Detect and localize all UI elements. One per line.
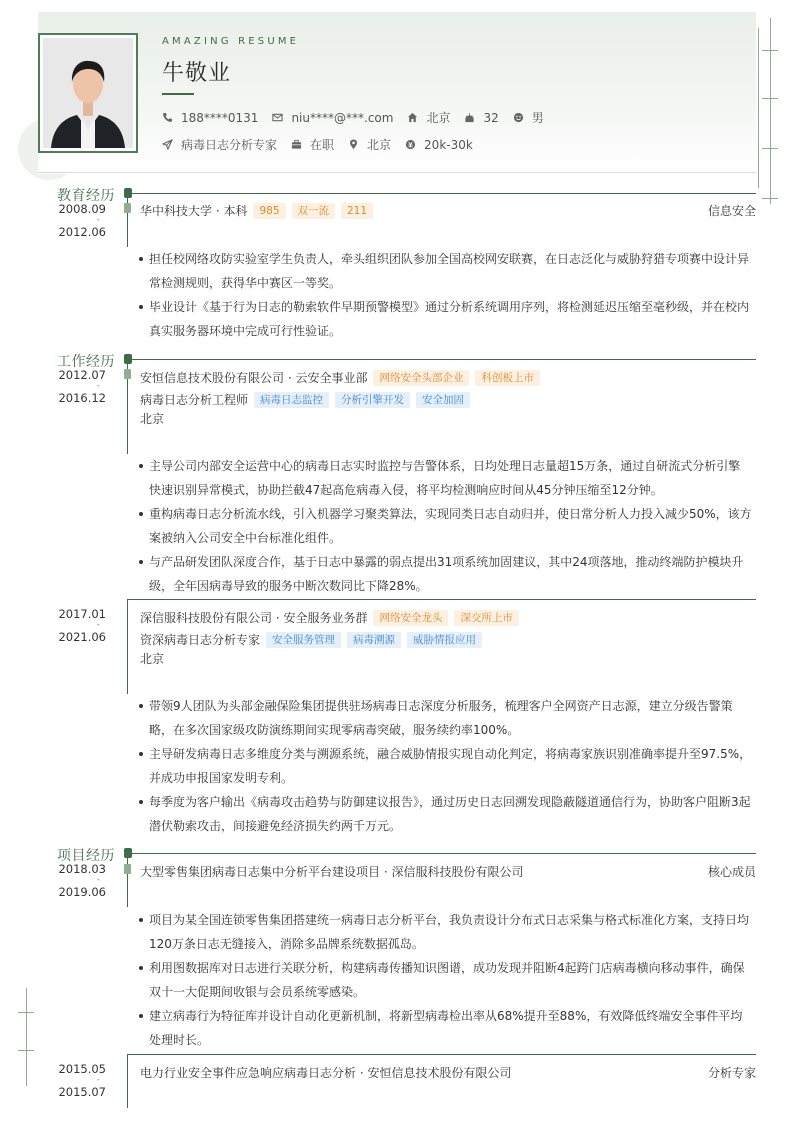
job-intent-row <box>162 136 487 153</box>
entry-marker <box>124 369 131 379</box>
section-title-education: 教育经历 <box>57 188 115 204</box>
list-item: 每季度为客户输出《病毒攻击趋势与防御建议报告》，通过历史日志回溯发现隐蔽隧道通信行为，协助客户阻断3起潜伏勒索攻击，间接避免经济损失约两千万元。 <box>137 790 752 838</box>
section-marker <box>124 354 132 364</box>
salary-info <box>405 138 473 152</box>
decorative-line <box>770 18 771 204</box>
date-separator: - <box>96 875 100 885</box>
section-divider <box>125 193 756 194</box>
smile-icon <box>513 112 524 123</box>
list-item: 主导研发病毒日志多维度分类与溯源系统，融合威胁情报实现自动化判定，将病毒家族识别准确率提升至97.5%，并成功申报国家发明专利。 <box>137 742 752 790</box>
section-marker <box>124 188 132 198</box>
job-city: 北京 <box>140 412 165 426</box>
project-name: 大型零售集团病毒日志集中分析平台建设项目 · 深信服科技股份有限公司 <box>140 865 524 879</box>
decorative-tick <box>18 1050 34 1051</box>
role-row <box>140 391 756 408</box>
job-city: 北京 <box>140 652 165 666</box>
mail-icon <box>272 112 283 123</box>
role-row <box>140 631 756 648</box>
decorative-tick <box>762 98 778 99</box>
work-date-range <box>42 607 106 644</box>
email-info <box>272 111 393 125</box>
school-tag: 211 <box>341 203 373 219</box>
project-date-range <box>42 1062 106 1099</box>
decorative-line <box>758 28 759 188</box>
decorative-tick <box>762 148 778 149</box>
date-end: 2015.07 <box>58 1085 106 1099</box>
list-item: 建立病毒行为特征库并设计自动化更新机制，将新型病毒检出率从68%提升至88%，有效降低终端安全事件平均处理时长。 <box>137 1004 752 1052</box>
entry-divider <box>127 1054 756 1055</box>
entry-timeline <box>127 193 128 247</box>
person-portrait-icon <box>43 38 133 148</box>
city-info <box>407 109 450 126</box>
age-info <box>464 111 498 125</box>
date-separator: - <box>96 215 100 225</box>
phone-icon <box>162 112 173 123</box>
phone-value: 188****0131 <box>181 110 259 125</box>
resume-eyebrow: AMAZING RESUME <box>162 36 300 47</box>
skill-tag: 威胁情报应用 <box>407 632 482 648</box>
education-date-range <box>42 202 106 239</box>
skill-tag: 安全加固 <box>416 392 470 408</box>
company-tag: 深交所上市 <box>454 610 519 626</box>
date-end: 2019.06 <box>58 885 106 899</box>
phone-info <box>162 111 258 125</box>
entry-marker <box>124 864 131 874</box>
cake-icon <box>464 112 475 123</box>
list-item: 主导公司内部安全运营中心的病毒日志实时监控与告警体系，日均处理日志量超15万条，通过自研流式分析引擎快速识别异常模式，协助拦截47起高危病毒入侵，将平均检测响应时间从45分钟压缩至12分钟。 <box>137 454 752 502</box>
target-role-info <box>162 136 277 153</box>
skill-tag: 分析引擎开发 <box>335 392 410 408</box>
date-start: 2008.09 <box>58 202 106 216</box>
job-title: 病毒日志分析工程师 <box>140 393 249 407</box>
project-bullets <box>137 908 752 1052</box>
target-city-value: 北京 <box>367 138 392 152</box>
decorative-line <box>26 988 27 1086</box>
date-separator: - <box>96 381 100 391</box>
section-title-work: 工作经历 <box>57 354 115 370</box>
status-info <box>291 136 334 153</box>
list-item: 项目为某全国连锁零售集团搭建统一病毒日志分析平台，我负责设计分布式日志采集与格式标准化方案，支持日均120万条日志无缝接入，消除多品牌系统数据孤岛。 <box>137 908 752 956</box>
target-role-value: 病毒日志分析专家 <box>181 138 278 152</box>
list-item: 利用图数据库对日志进行关联分析，构建病毒传播知识图谱，成功发现并阻断4起跨门店病毒横向移动事件，确保双十一大促期间收银与会员系统零感染。 <box>137 956 752 1004</box>
send-icon <box>162 139 173 150</box>
job-title: 资深病毒日志分析专家 <box>140 633 261 647</box>
company-row <box>140 369 756 386</box>
status-value: 在职 <box>310 138 335 152</box>
skill-tag: 病毒溯源 <box>347 632 401 648</box>
section-divider <box>125 359 756 360</box>
date-start: 2015.05 <box>58 1062 106 1076</box>
project-header-row <box>140 1064 756 1081</box>
email-value: niu****@***.com <box>291 110 394 125</box>
decorative-tick <box>762 50 778 51</box>
project-role: 核心成员 <box>707 865 756 879</box>
home-icon <box>407 112 418 123</box>
contact-row <box>162 109 558 126</box>
work-date-range <box>42 368 106 405</box>
company-name: 安恒信息技术股份有限公司 · 云安全事业部 <box>140 371 368 385</box>
entry-marker <box>124 203 131 213</box>
company-tag: 网络安全龙头 <box>373 610 448 626</box>
money-icon <box>405 139 416 150</box>
gender-info <box>513 109 544 126</box>
age-value: 32 <box>483 110 499 125</box>
company-row <box>140 609 756 626</box>
target-city-info <box>348 136 391 153</box>
list-item: 带领9人团队为头部金融保险集团提供驻场病毒日志深度分析服务，梳理客户全网资产日志源，建立分级告警策略，在多次国家级攻防演练期间实现零病毒突破，服务续约率100%。 <box>137 694 752 742</box>
skill-tag: 病毒日志监控 <box>254 392 329 408</box>
company-name: 深信服科技股份有限公司 · 安全服务业务群 <box>140 611 368 625</box>
entry-divider <box>127 599 756 600</box>
salary-value: 20k-30k <box>424 137 473 152</box>
location-pin-icon <box>348 139 359 150</box>
date-start: 2018.03 <box>58 862 106 876</box>
project-date-range <box>42 862 106 899</box>
date-start: 2012.07 <box>58 368 106 382</box>
school-tag: 双一流 <box>292 203 336 219</box>
date-end: 2012.06 <box>58 225 106 239</box>
name-underline <box>162 93 194 95</box>
entry-timeline <box>127 1054 128 1108</box>
list-item: 担任校网络攻防实验室学生负责人，牵头组织团队参加全国高校网安联赛，在日志泛化与威胁狩猎专项赛中设计异常检测规则，获得华中赛区一等奖。 <box>137 247 752 295</box>
profile-photo-frame <box>38 33 138 153</box>
list-item: 与产品研发团队深度合作，基于日志中暴露的弱点提出31项系统加固建议，其中24项落地，推动终端防护模块升级，全年因病毒导致的服务中断次数同比下降28%。 <box>137 550 752 598</box>
section-title-projects: 项目经历 <box>57 848 115 864</box>
date-end: 2016.12 <box>58 391 106 405</box>
briefcase-icon <box>291 139 302 150</box>
header-divider <box>38 172 756 173</box>
decorative-tick <box>762 198 778 199</box>
work-bullets <box>137 454 752 598</box>
project-name: 电力行业安全事件应急响应病毒日志分析 · 安恒信息技术股份有限公司 <box>140 1066 512 1080</box>
section-marker <box>124 848 132 858</box>
city-value: 北京 <box>426 111 451 125</box>
entry-timeline <box>127 599 128 694</box>
education-bullets <box>137 247 752 343</box>
project-header-row <box>140 863 756 880</box>
gender-value: 男 <box>531 111 544 125</box>
major: 信息安全 <box>707 204 756 218</box>
skill-tag: 安全服务管理 <box>266 632 341 648</box>
school-name: 华中科技大学 · 本科 <box>140 204 248 218</box>
list-item: 毕业设计《基于行为日志的勒索软件早期预警模型》通过分析系统调用序列，将检测延迟压缩至毫秒级，并在校内真实服务器环境中完成可行性验证。 <box>137 295 752 343</box>
section-divider <box>125 853 756 854</box>
date-separator: - <box>96 620 100 630</box>
company-tag: 网络安全头部企业 <box>373 370 469 386</box>
profile-photo <box>43 38 133 148</box>
candidate-name: 牛敬业 <box>162 61 232 86</box>
project-role: 分析专家 <box>707 1066 756 1080</box>
entry-timeline <box>127 853 128 907</box>
decorative-tick <box>18 1012 34 1013</box>
date-start: 2017.01 <box>58 607 106 621</box>
school-tag: 985 <box>253 203 285 219</box>
date-separator: - <box>96 1075 100 1085</box>
work-bullets <box>137 694 752 838</box>
company-tag: 科创板上市 <box>475 370 540 386</box>
date-end: 2021.06 <box>58 630 106 644</box>
list-item: 重构病毒日志分析流水线，引入机器学习聚类算法，实现同类日志自动归并，使日常分析人力投入减少50%，该方案被纳入公司安全中台标准化组件。 <box>137 502 752 550</box>
education-header-row <box>140 202 756 219</box>
